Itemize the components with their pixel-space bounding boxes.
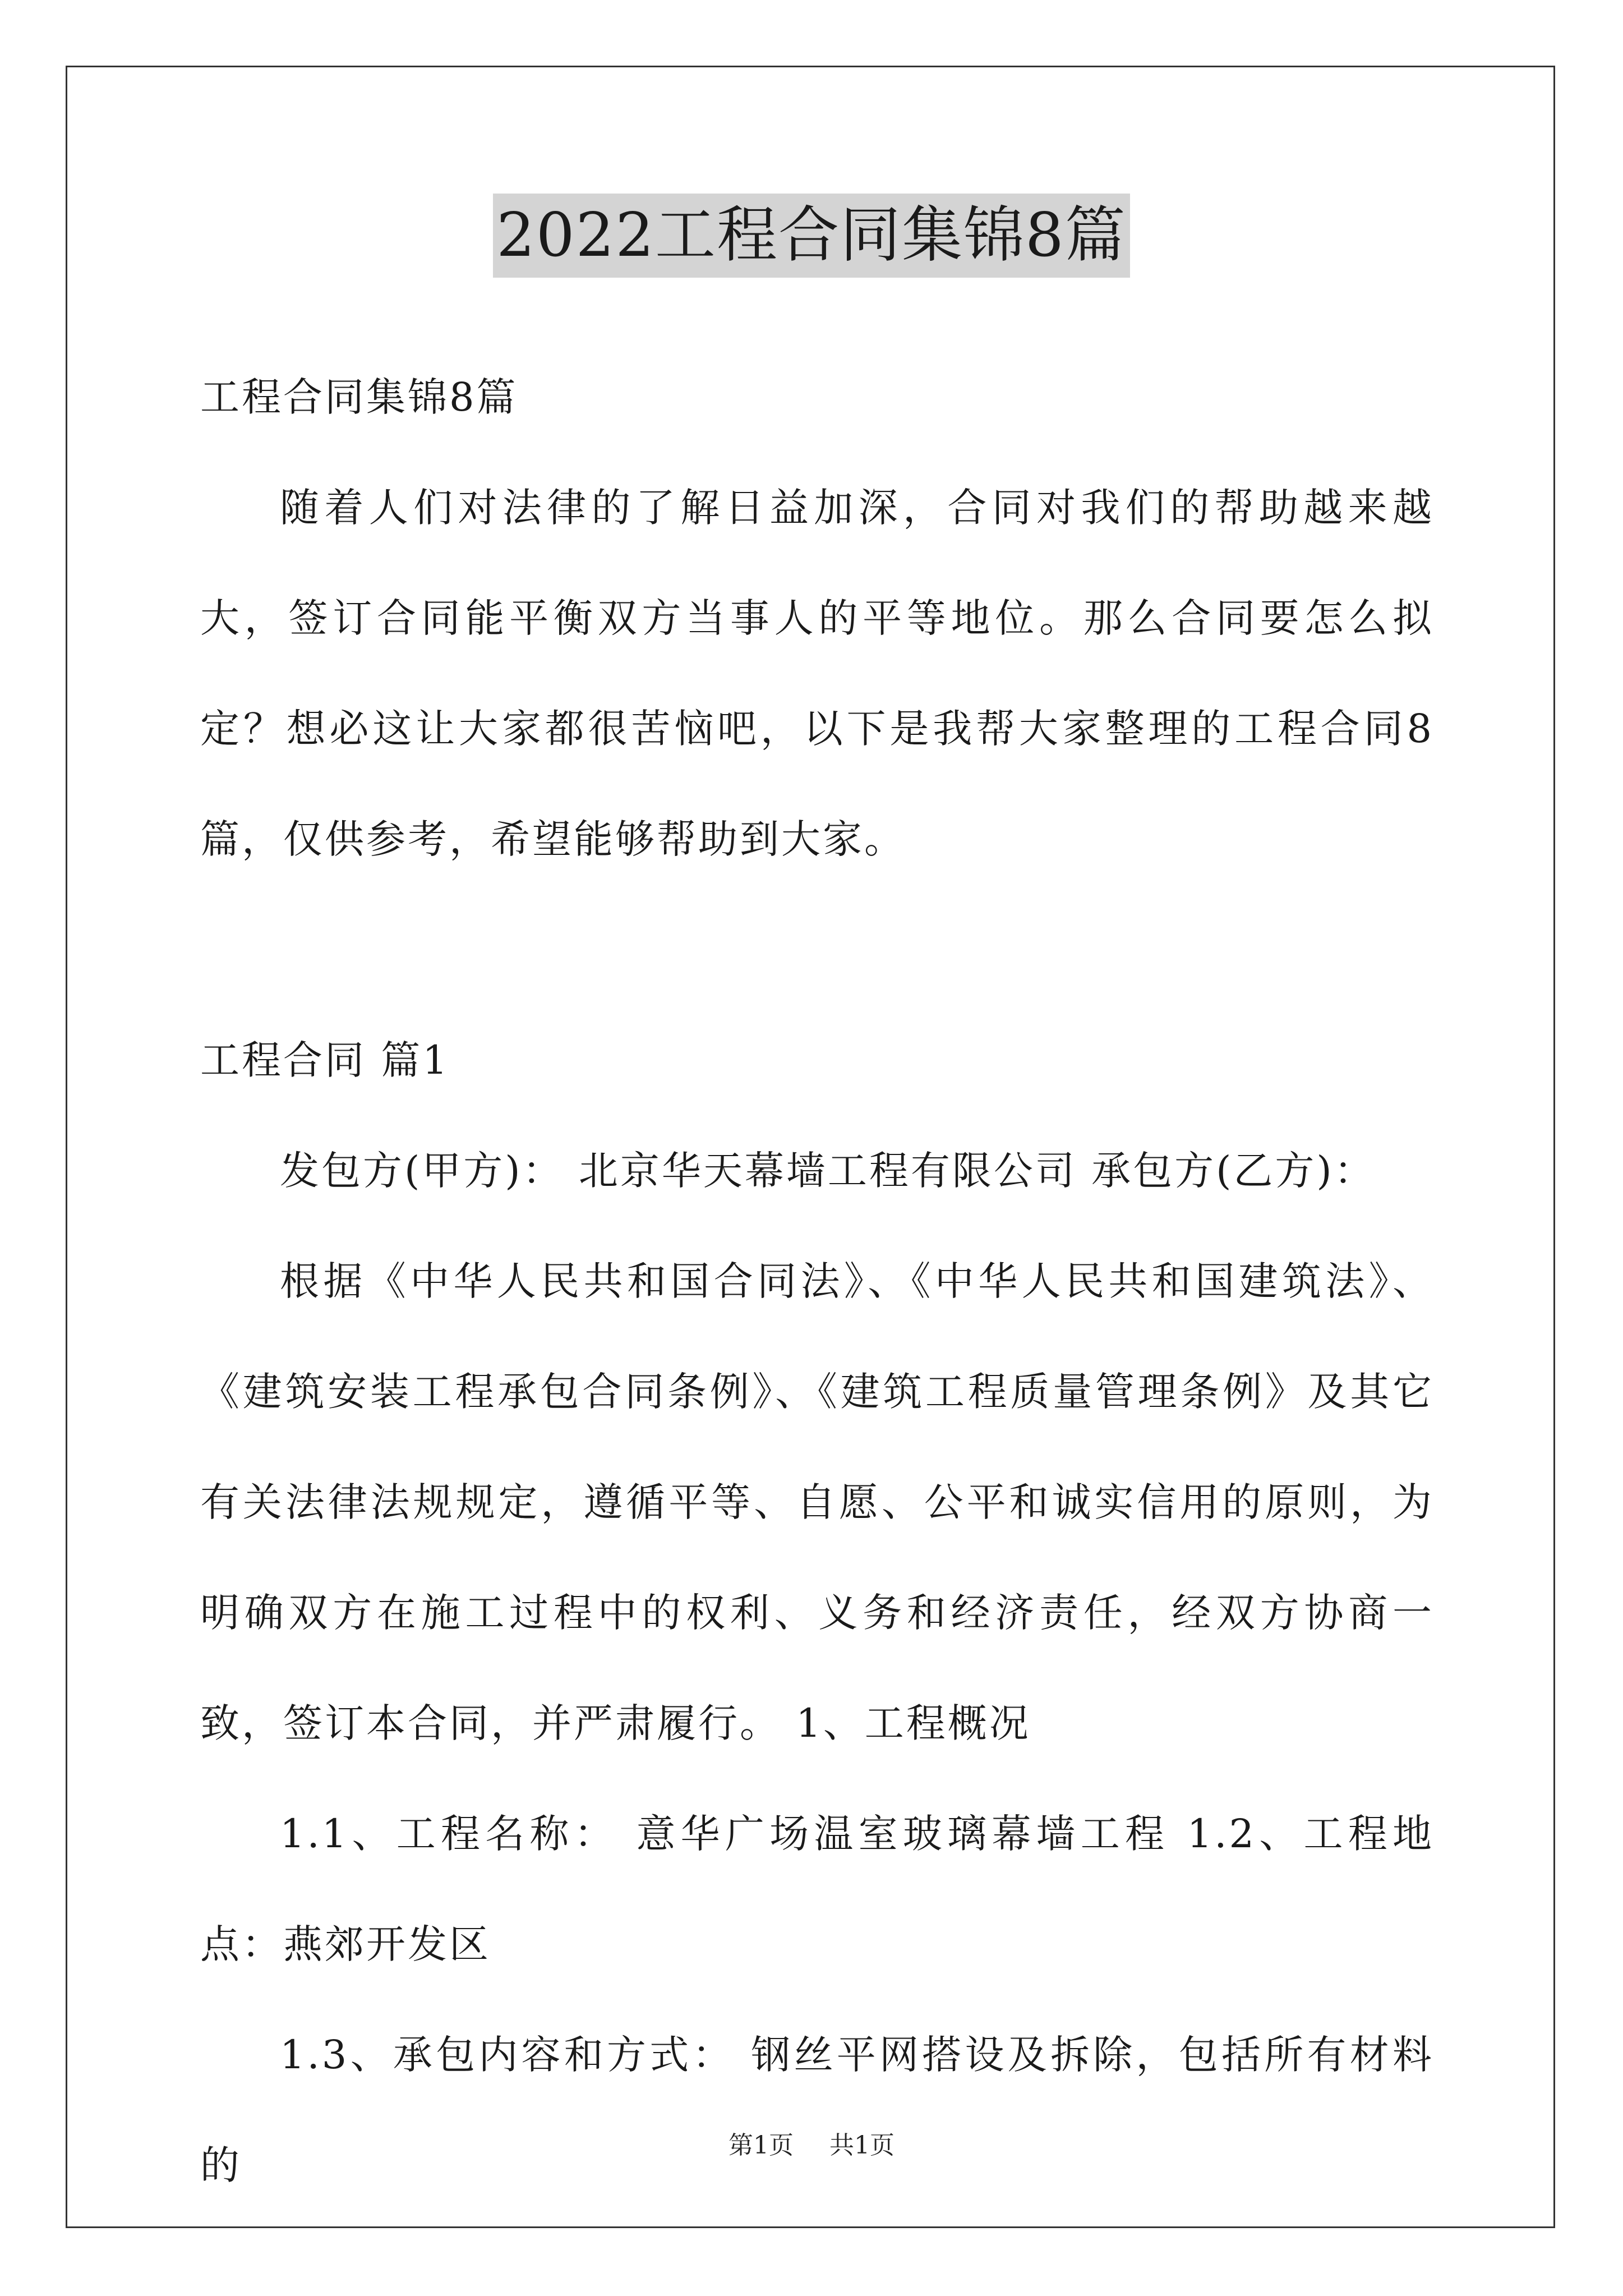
section-heading: 工程合同 篇1 [200, 1037, 450, 1083]
page-number: 第1页 [728, 2131, 794, 2160]
page-total: 共1页 [829, 2131, 895, 2160]
page-footer [0, 2129, 1623, 2162]
body-paragraph-parties: 发包方(甲方)： 北京华天幕墙工程有限公司 承包方(乙方)： [280, 1148, 1376, 1194]
document-title: 2022工程合同集锦8篇 [493, 194, 1130, 278]
intro-paragraph: 随着人们对法律的了解日益加深，合同对我们的帮助越来越大，签订合同能平衡双方当事人的平等地位。那么合同要怎么拟定？想必这让大家都很苦恼吧，以下是我帮大家整理的工程合同8篇，仅供参考，希望能够帮助到大家。 [200, 485, 1434, 862]
title-container [0, 194, 1623, 278]
body-paragraph-project-name: 1.1、工程名称： 意华广场温室玻璃幕墙工程 1.2、工程地点：燕郊开发区 [200, 1811, 1434, 1967]
body-paragraph-scope: 1.3、承包内容和方式： 钢丝平网搭设及拆除，包括所有材料的 [200, 2032, 1434, 2188]
document-body [200, 342, 1434, 2221]
body-paragraph-legal-basis: 根据《中华人民共和国合同法》、《中华人民共和国建筑法》、《建筑安装工程承包合同条例》、《建筑工程质量管理条例》及其它有关法律法规规定，遵循平等、自愿、公平和诚实信用的原则，为明确双方在施工过程中的权利、义务和经济责任，经双方协商一致，签订本合同，并严肃履行。 1、工程概况 [200, 1258, 1434, 1746]
section-spacer [200, 895, 1434, 1005]
document-subtitle: 工程合同集锦8篇 [200, 374, 518, 420]
